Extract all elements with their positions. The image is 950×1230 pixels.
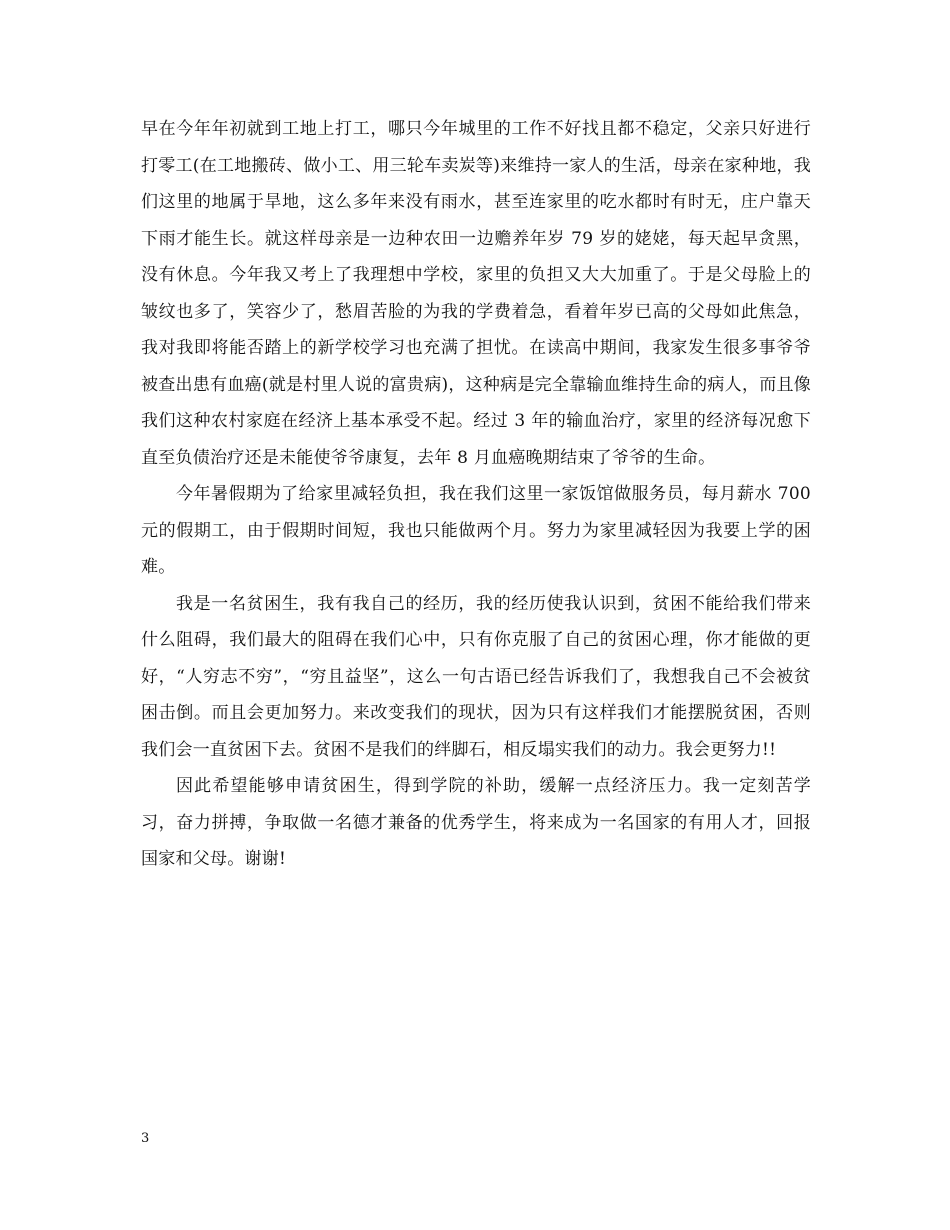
document-body xyxy=(141,111,811,878)
paragraph-personal-reflection: 我是一名贫困生，我有我自己的经历，我的经历使我认识到，贫困不能给我们带来什么阻碍，我们最大的阻碍在我们心中，只有你克服了自己的贫困心理，你才能做的更好，“人穷志不穷”，“穷且益坚”，这么一句古语已经告诉我们了，我想我自己不会被贫困击倒。而且会更加努力。来改变我们的现状，因为只有这样我们才能摆脱贫困，否则我们会一直贫困下去。贫困不是我们的绊脚石，相反塌实我们的动力。我会更努力!! xyxy=(141,593,811,760)
page-number: 3 xyxy=(141,1131,150,1146)
paragraph-application-request: 因此希望能够申请贫困生，得到学院的补助，缓解一点经济压力。我一定刻苦学习，奋力拼搏，争取做一名德才兼备的优秀学生，将来成为一名国家的有用人才，回报国家和父母。谢谢! xyxy=(141,776,811,869)
paragraph-summer-job: 今年暑假期为了给家里减轻负担，我在我们这里一家饭馆做服务员，每月薪水 700 元的假期工，由于假期时间短，我也只能做两个月。努力为家里减轻因为我要上学的困难。 xyxy=(141,484,811,577)
paragraph-family-hardship: 早在今年年初就到工地上打工，哪只今年城里的工作不好找且都不稳定，父亲只好进行打零工(在工地搬砖、做小工、用三轮车卖炭等)来维持一家人的生活，母亲在家种地，我们这里的地属于旱地，这么多年来没有雨水，甚至连家里的吃水都时有时无，庄户靠天下雨才能生长。就这样母亲是一边种农田一边赡养年岁 79 岁的姥姥，每天起早贪黑，没有休息。今年我又考上了我理想中学校，家里的负担又大大加重了。于是父母脸上的皱纹也多了，笑容少了，愁眉苦脸的为我的学费着急，看着年岁已高的父母如此焦急，我对我即将能否踏上的新学校学习也充满了担忧。在读高中期间，我家发生很多事爷爷被查出患有血癌(就是村里人说的富贵病)，这种病是完全靠输血维持生命的病人，而且像我们这种农村家庭在经济上基本承受不起。经过 3 年的输血治疗，家里的经济每况愈下直至负债治疗还是未能使爷爷康复，去年 8 月血癌晚期结束了爷爷的生命。 xyxy=(141,119,811,468)
